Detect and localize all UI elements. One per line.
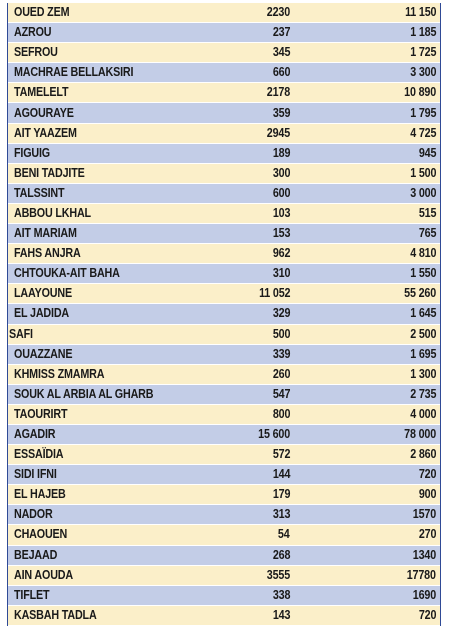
second-value-cell: [294, 264, 440, 284]
first-value-text: 2945: [266, 125, 290, 140]
place-name-cell: [8, 505, 226, 525]
second-value-cell: [294, 445, 440, 465]
first-value-cell: [226, 465, 294, 485]
place-name-text: SEFROU: [14, 45, 58, 60]
first-value-text: 660: [272, 65, 290, 80]
place-name-cell: [8, 244, 226, 264]
place-name-cell: [8, 43, 226, 63]
first-value-cell: [226, 183, 294, 203]
place-name-text: FIGUIG: [14, 145, 50, 160]
first-value-cell: [226, 264, 294, 284]
second-value-text: 10 890: [404, 85, 436, 100]
place-name-text: EL HAJEB: [14, 487, 66, 502]
place-name-text: LAAYOUNE: [14, 286, 72, 301]
second-value-cell: [294, 63, 440, 83]
second-value-cell: [294, 505, 440, 525]
second-value-cell: [294, 3, 440, 23]
second-value-cell: [294, 83, 440, 103]
table-row: [8, 545, 440, 565]
second-value-cell: [294, 525, 440, 545]
first-value-text: 300: [272, 165, 290, 180]
place-name-text: ESSAÏDIA: [14, 447, 64, 462]
place-name-cell: [8, 545, 226, 565]
place-name-text: TALSSINT: [14, 185, 65, 200]
first-value-text: 144: [272, 467, 290, 482]
second-value-text: 765: [418, 226, 436, 241]
first-value-cell: [226, 244, 294, 264]
second-value-text: 3 000: [409, 185, 436, 200]
first-value-cell: [226, 63, 294, 83]
place-name-text: TAMELELT: [14, 85, 69, 100]
second-value-cell: [294, 324, 440, 344]
place-name-text: AIT MARIAM: [14, 226, 77, 241]
table-row: [8, 344, 440, 364]
second-value-cell: [294, 123, 440, 143]
first-value-text: 547: [272, 386, 290, 401]
first-value-cell: [226, 284, 294, 304]
first-value-text: 54: [278, 527, 290, 542]
table-row: [8, 143, 440, 163]
first-value-text: 143: [272, 607, 290, 622]
place-name-cell: [8, 445, 226, 465]
first-value-cell: [226, 224, 294, 244]
second-value-text: 515: [418, 205, 436, 220]
second-value-text: 1 500: [409, 165, 436, 180]
table-row: [8, 605, 440, 625]
table-row: [8, 284, 440, 304]
place-name-text: SAFI: [9, 326, 33, 341]
first-value-text: 600: [272, 185, 290, 200]
first-value-text: 338: [272, 587, 290, 602]
first-value-text: 339: [272, 346, 290, 361]
place-name-cell: [8, 465, 226, 485]
second-value-text: 900: [418, 487, 436, 502]
second-value-text: 11 150: [404, 5, 436, 20]
table-row: [8, 585, 440, 605]
table-row: [8, 465, 440, 485]
first-value-cell: [226, 103, 294, 123]
second-value-text: 3 300: [409, 65, 436, 80]
second-value-text: 78 000: [404, 427, 436, 442]
place-name-text: MACHRAE BELLAKSIRI: [14, 65, 134, 80]
table-row: [8, 404, 440, 424]
first-value-text: 962: [272, 246, 290, 261]
second-value-text: 2 735: [409, 386, 436, 401]
second-value-text: 1 185: [409, 25, 436, 40]
table-row: [8, 23, 440, 43]
second-value-cell: [294, 143, 440, 163]
place-name-cell: [8, 424, 226, 444]
second-value-text: 1 300: [409, 366, 436, 381]
second-value-cell: [294, 304, 440, 324]
first-value-cell: [226, 3, 294, 23]
second-value-text: 1 645: [409, 306, 436, 321]
place-name-text: FAHS ANJRA: [14, 246, 81, 261]
second-value-text: 945: [418, 145, 436, 160]
place-name-text: TAOURIRT: [14, 406, 68, 421]
second-value-cell: [294, 163, 440, 183]
place-name-cell: [8, 565, 226, 585]
second-value-text: 270: [418, 527, 436, 542]
place-name-text: EL JADIDA: [14, 306, 70, 321]
place-name-cell: [8, 103, 226, 123]
second-value-text: 4 725: [409, 125, 436, 140]
place-name-text: BEJAAD: [14, 547, 58, 562]
second-value-text: 4 000: [409, 406, 436, 421]
first-value-cell: [226, 445, 294, 465]
second-value-cell: [294, 404, 440, 424]
place-name-text: CHAOUEN: [14, 527, 68, 542]
second-value-text: 1340: [412, 547, 436, 562]
place-name-cell: [8, 123, 226, 143]
first-value-text: 189: [272, 145, 290, 160]
second-value-text: 720: [418, 467, 436, 482]
first-value-text: 2230: [266, 5, 290, 20]
second-value-cell: [294, 284, 440, 304]
place-name-cell: [8, 404, 226, 424]
table-row: [8, 244, 440, 264]
place-name-cell: [8, 264, 226, 284]
place-name-cell: [8, 203, 226, 223]
data-table-container: [7, 3, 441, 626]
place-name-text: TIFLET: [14, 587, 50, 602]
first-value-text: 310: [272, 266, 290, 281]
table-row: [8, 163, 440, 183]
first-value-cell: [226, 304, 294, 324]
table-row: [8, 3, 440, 23]
second-value-cell: [294, 364, 440, 384]
second-value-cell: [294, 203, 440, 223]
first-value-cell: [226, 565, 294, 585]
second-value-cell: [294, 465, 440, 485]
place-name-cell: [8, 23, 226, 43]
first-value-text: 572: [272, 447, 290, 462]
second-value-cell: [294, 565, 440, 585]
first-value-text: 359: [272, 105, 290, 120]
table-body: [8, 3, 440, 625]
first-value-cell: [226, 384, 294, 404]
first-value-cell: [226, 43, 294, 63]
first-value-cell: [226, 485, 294, 505]
second-value-cell: [294, 605, 440, 625]
place-name-cell: [8, 485, 226, 505]
place-name-cell: [8, 143, 226, 163]
first-value-text: 179: [272, 487, 290, 502]
place-name-cell: [8, 344, 226, 364]
place-name-cell: [8, 364, 226, 384]
first-value-cell: [226, 324, 294, 344]
table-row: [8, 364, 440, 384]
place-name-text: AIT YAAZEM: [14, 125, 77, 140]
second-value-cell: [294, 585, 440, 605]
second-value-text: 17780: [406, 567, 436, 582]
place-name-text: NADOR: [14, 507, 53, 522]
second-value-cell: [294, 23, 440, 43]
first-value-text: 2178: [266, 85, 290, 100]
place-name-cell: [8, 324, 226, 344]
first-value-cell: [226, 23, 294, 43]
second-value-text: 1 550: [409, 266, 436, 281]
place-name-text: KHMISS ZMAMRA: [14, 366, 105, 381]
first-value-text: 800: [272, 406, 290, 421]
table-row: [8, 43, 440, 63]
table-row: [8, 123, 440, 143]
first-value-text: 15 600: [258, 427, 290, 442]
first-value-cell: [226, 424, 294, 444]
place-name-text: KASBAH TADLA: [14, 607, 97, 622]
place-name-text: SIDI IFNI: [14, 467, 57, 482]
data-table: [8, 3, 440, 626]
first-value-text: 103: [272, 205, 290, 220]
table-row: [8, 264, 440, 284]
place-name-cell: [8, 525, 226, 545]
place-name-text: OUED ZEM: [14, 5, 70, 20]
second-value-cell: [294, 424, 440, 444]
second-value-cell: [294, 244, 440, 264]
table-row: [8, 565, 440, 585]
place-name-text: CHTOUKA-AIT BAHA: [14, 266, 120, 281]
second-value-text: 4 810: [409, 246, 436, 261]
table-row: [8, 304, 440, 324]
first-value-cell: [226, 344, 294, 364]
place-name-text: BENI TADJITE: [14, 165, 85, 180]
first-value-cell: [226, 123, 294, 143]
second-value-cell: [294, 224, 440, 244]
first-value-cell: [226, 364, 294, 384]
first-value-text: 3555: [266, 567, 290, 582]
first-value-cell: [226, 505, 294, 525]
first-value-cell: [226, 163, 294, 183]
place-name-cell: [8, 605, 226, 625]
second-value-cell: [294, 344, 440, 364]
second-value-text: 1 725: [409, 45, 436, 60]
first-value-text: 153: [272, 226, 290, 241]
second-value-cell: [294, 545, 440, 565]
place-name-text: ABBOU LKHAL: [14, 205, 91, 220]
first-value-text: 329: [272, 306, 290, 321]
place-name-cell: [8, 63, 226, 83]
table-row: [8, 424, 440, 444]
second-value-cell: [294, 183, 440, 203]
second-value-text: 720: [418, 607, 436, 622]
place-name-cell: [8, 224, 226, 244]
place-name-text: AZROU: [14, 25, 52, 40]
place-name-text: AGOURAYE: [14, 105, 74, 120]
table-row: [8, 203, 440, 223]
place-name-cell: [8, 3, 226, 23]
table-row: [8, 324, 440, 344]
first-value-cell: [226, 203, 294, 223]
first-value-cell: [226, 525, 294, 545]
first-value-text: 313: [272, 507, 290, 522]
place-name-cell: [8, 284, 226, 304]
first-value-cell: [226, 143, 294, 163]
table-row: [8, 224, 440, 244]
place-name-text: SOUK AL ARBIA AL GHARB: [14, 386, 154, 401]
place-name-cell: [8, 585, 226, 605]
first-value-text: 345: [272, 45, 290, 60]
place-name-cell: [8, 384, 226, 404]
second-value-text: 2 860: [409, 447, 436, 462]
place-name-cell: [8, 163, 226, 183]
table-row: [8, 103, 440, 123]
first-value-cell: [226, 585, 294, 605]
first-value-cell: [226, 404, 294, 424]
second-value-cell: [294, 43, 440, 63]
table-row: [8, 485, 440, 505]
second-value-cell: [294, 103, 440, 123]
place-name-text: AIN AOUDA: [14, 567, 73, 582]
first-value-text: 260: [272, 366, 290, 381]
table-row: [8, 183, 440, 203]
first-value-cell: [226, 83, 294, 103]
first-value-cell: [226, 545, 294, 565]
first-value-cell: [226, 605, 294, 625]
second-value-text: 1 695: [409, 346, 436, 361]
table-row: [8, 83, 440, 103]
second-value-text: 2 500: [409, 326, 436, 341]
table-row: [8, 525, 440, 545]
place-name-cell: [8, 83, 226, 103]
second-value-cell: [294, 485, 440, 505]
first-value-text: 237: [272, 25, 290, 40]
place-name-cell: [8, 304, 226, 324]
place-name-text: OUAZZANE: [14, 346, 73, 361]
table-row: [8, 63, 440, 83]
table-row: [8, 445, 440, 465]
second-value-cell: [294, 384, 440, 404]
first-value-text: 500: [272, 326, 290, 341]
table-row: [8, 384, 440, 404]
table-row: [8, 505, 440, 525]
second-value-text: 1570: [412, 507, 436, 522]
second-value-text: 1 795: [409, 105, 436, 120]
place-name-cell: [8, 183, 226, 203]
place-name-text: AGADIR: [14, 427, 56, 442]
first-value-text: 11 052: [258, 286, 290, 301]
first-value-text: 268: [272, 547, 290, 562]
second-value-text: 55 260: [404, 286, 436, 301]
second-value-text: 1690: [412, 587, 436, 602]
